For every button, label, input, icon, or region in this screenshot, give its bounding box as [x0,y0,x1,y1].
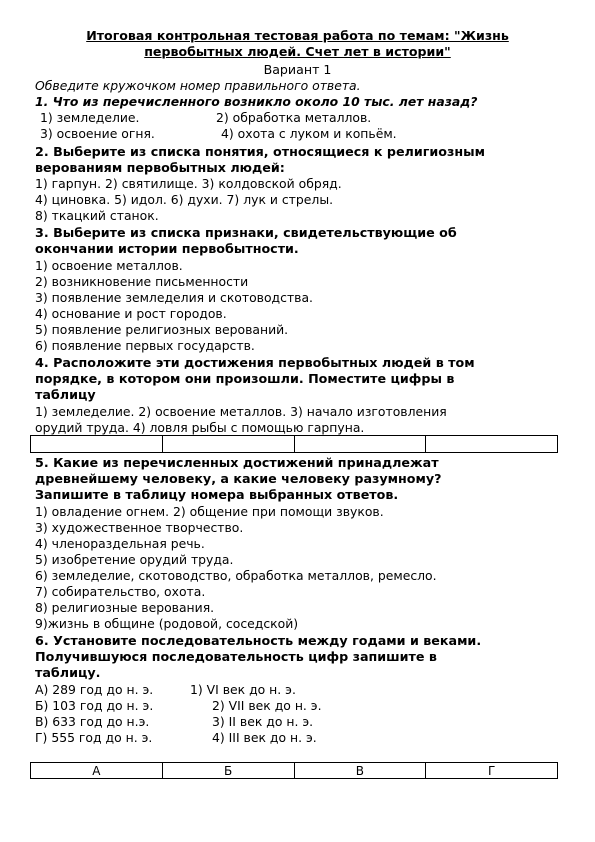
q6-year: В) 633 год до н.э. [35,714,150,729]
q5-question-line-2: древнейшему человеку, а какие человеку разумному? [35,471,442,486]
q6-question-line-2: Получившуюся последовательность цифр запишите в [35,649,437,664]
q6-question-line-1: 6. Установите последовательность между годами и веками. [35,633,482,648]
q5-option: 9)жизнь в общине (родовой, соседской) [35,616,299,631]
q4-question-line-3: таблицу [35,387,96,402]
title-line-1: Итоговая контрольная тестовая работа по темам: "Жизнь [86,28,509,43]
q6-year: Г) 555 год до н. э. [35,730,153,745]
q1-option-3: 3) освоение огня. [40,126,155,141]
q3-option: 5) появление религиозных верований. [35,322,289,337]
variant-label: Вариант 1 [263,62,332,77]
q1-question: 1. Что из перечисленного возникло около 10 тыс. лет назад? [35,94,478,109]
q2-question-line-1: 2. Выберите из списка понятия, относящиеся к религиозным [35,144,485,159]
q3-question-line-2: окончании истории первобытности. [35,241,299,256]
title-line-2: первобытных людей. Счет лет в истории" [144,44,451,59]
q6-header-g: Г [426,763,558,779]
q2-options-line-2: 4) циновка. 5) идол. 6) духи. 7) лук и стрелы. [35,192,334,207]
q2-options-line-3: 8) ткацкий станок. [35,208,159,223]
q3-question-line-1: 3. Выберите из списка признаки, свидетельствующие об [35,225,457,240]
q4-question-line-1: 4. Расположите эти достижения первобытных людей в том [35,355,475,370]
q6-header-b: Б [162,763,294,779]
q6-question-line-3: таблицу. [35,665,101,680]
q1-option-1: 1) земледелие. [40,110,140,125]
q5-option: 8) религиозные верования. [35,600,215,615]
q5-option: 3) художественное творчество. [35,520,244,535]
q5-option: 5) изобретение орудий труда. [35,552,234,567]
q6-header-a: А [31,763,163,779]
q6-year: А) 289 год до н. э. [35,682,154,697]
q4-answer-table [30,435,558,453]
q4-answer-cell[interactable] [31,436,163,453]
q5-option: 1) овладение огнем. 2) общение при помощи звуков. [35,504,384,519]
instruction: Обведите кружочком номер правильного ответа. [35,78,361,93]
q6-century: 1) VI век до н. э. [190,682,296,697]
q5-option: 6) земледелие, скотоводство, обработка металлов, ремесло. [35,568,437,583]
q4-answer-cell[interactable] [162,436,294,453]
q3-option: 3) появление земледелия и скотоводства. [35,290,313,305]
q4-options-line-1: 1) земледелие. 2) освоение металлов. 3) начало изготовления [35,404,447,419]
q4-answer-cell[interactable] [426,436,558,453]
q5-question-line-1: 5. Какие из перечисленных достижений принадлежат [35,455,439,470]
q1-option-4: 4) охота с луком и копьём. [221,126,397,141]
q6-century: 3) II век до н. э. [212,714,314,729]
q4-answer-cell[interactable] [294,436,426,453]
q5-option: 7) собирательство, охота. [35,584,206,599]
q6-year: Б) 103 год до н. э. [35,698,154,713]
q6-answer-table [30,762,558,779]
q5-question-line-3: Запишите в таблицу номера выбранных ответов. [35,487,399,502]
q6-century: 4) III век до н. э. [212,730,317,745]
q6-century: 2) VII век до н. э. [212,698,322,713]
q1-option-2: 2) обработка металлов. [216,110,372,125]
q2-options-line-1: 1) гарпун. 2) святилище. 3) колдовской обряд. [35,176,342,191]
q3-option: 4) основание и рост городов. [35,306,227,321]
q5-option: 4) членораздельная речь. [35,536,205,551]
q3-option: 2) возникновение письменности [35,274,249,289]
q6-header-v: В [294,763,426,779]
q3-option: 6) появление первых государств. [35,338,255,353]
q3-option: 1) освоение металлов. [35,258,183,273]
q4-options-line-2: орудий труда. 4) ловля рыбы с помощью гарпуна. [35,420,365,435]
q2-question-line-2: верованиям первобытных людей: [35,160,285,175]
q4-question-line-2: порядке, в котором они произошли. Поместите цифры в [35,371,455,386]
